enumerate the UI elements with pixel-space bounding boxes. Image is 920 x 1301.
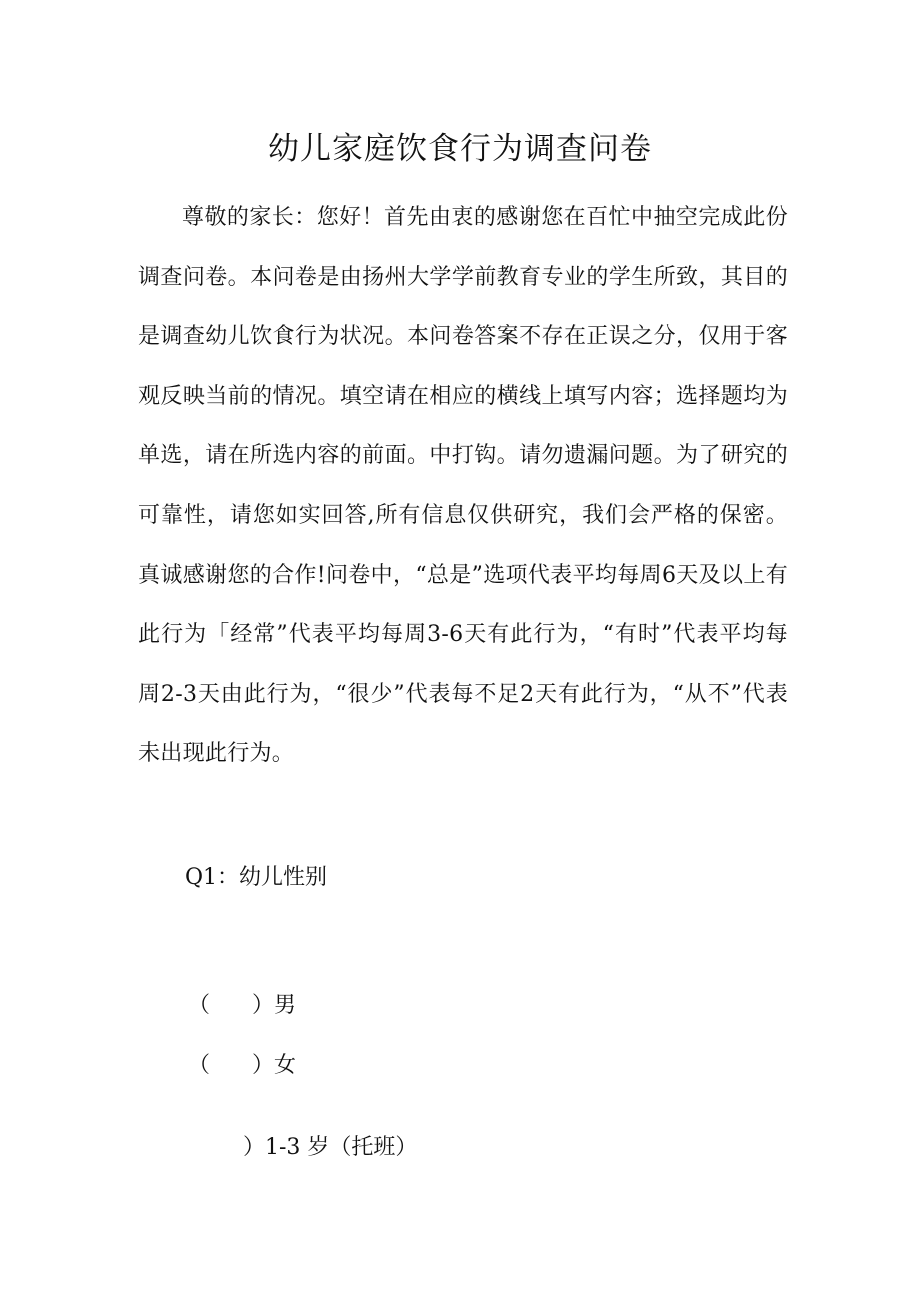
option-female-label: 女 <box>274 1053 297 1078</box>
intro-paragraph: 尊敬的家长：您好！首先由衷的感谢您在百忙中抽空完成此份调查问卷。本问卷是由扬州大学学前教育专业的学生所致，其目的是调查幼儿饮食行为状况。本问卷答案不存在正误之分，仅用于客观反映当前的情况。填空请在相应的横线上填写内容；选择题均为单选，请在所选内容的前面。中打钩。请勿遗漏问题。为了研究的可靠性，请您如实回答,所有信息仅供研究，我们会严格的保密。真诚感谢您的合作!问卷中，“总是”选项代表平均每周6天及以上有此行为「经常”代表平均每周3-6天有此行为，“有时”代表平均每周2-3天由此行为，“很少”代表每不足2天有此行为，“从不”代表未出现此行为。 <box>138 205 788 767</box>
option-age-paren-close: ） <box>242 1135 265 1160</box>
option-female-paren-open: （ <box>187 1053 210 1078</box>
option-male-paren-open: （ <box>187 993 210 1018</box>
page-title: 幼儿家庭饮食行为调查问卷 <box>268 131 652 167</box>
question-q1-label: Q1：幼儿性别 <box>185 865 328 890</box>
option-male-paren-close: ） <box>252 993 275 1018</box>
option-male-label: 男 <box>274 993 297 1018</box>
option-age-1-3[interactable] <box>215 1088 417 1208</box>
option-age-label: 1-3 岁（托班） <box>265 1135 418 1160</box>
option-female-paren-close: ） <box>252 1053 275 1078</box>
